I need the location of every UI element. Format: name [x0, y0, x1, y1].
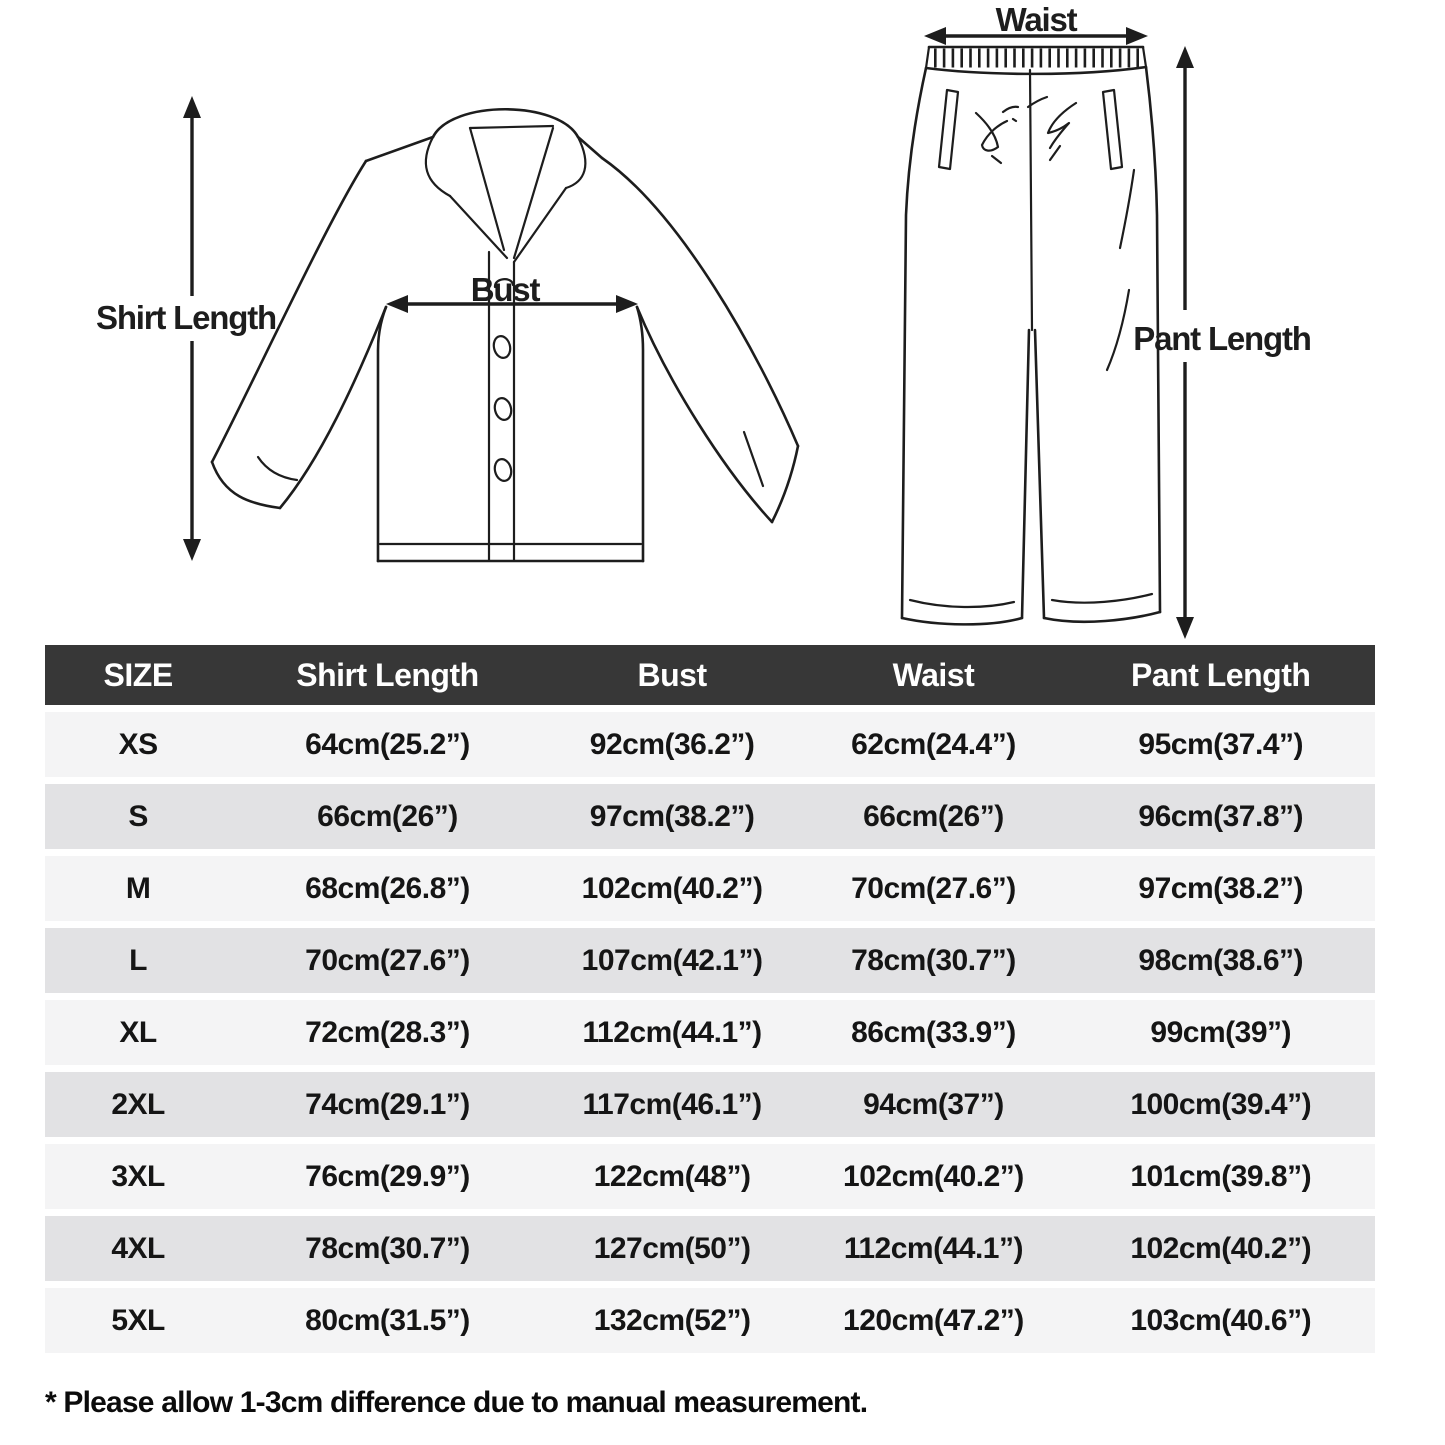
cell-size: S	[45, 784, 231, 849]
pants-center-seam	[1030, 70, 1032, 330]
cell-shirt-length: 76cm(29.9”)	[231, 1144, 544, 1209]
arrow-head-down-icon	[1176, 617, 1194, 639]
cell-bust: 97cm(38.2”)	[544, 784, 801, 849]
shirt-body-right	[637, 307, 643, 561]
table-row	[45, 1072, 1375, 1137]
table-row	[45, 1000, 1375, 1065]
cell-shirt-length: 78cm(30.7”)	[231, 1216, 544, 1281]
shirt-shoulder-left	[366, 137, 433, 161]
shirt-cuff-right	[772, 446, 798, 522]
cell-bust: 122cm(48”)	[544, 1144, 801, 1209]
pants-wrinkle-tail-left	[992, 156, 1001, 163]
header-size: SIZE	[45, 645, 231, 705]
cell-size: XS	[45, 712, 231, 777]
shirt-button-2	[493, 396, 514, 421]
shirt-sleeve-left-inner	[280, 307, 386, 508]
cell-bust: 132cm(52”)	[544, 1288, 801, 1353]
cell-bust: 127cm(50”)	[544, 1216, 801, 1281]
table-row	[45, 1144, 1375, 1209]
cell-bust: 117cm(46.1”)	[544, 1072, 801, 1137]
cell-shirt-length: 66cm(26”)	[231, 784, 544, 849]
cell-bust: 112cm(44.1”)	[544, 1000, 801, 1065]
pants-pocket-right	[1103, 90, 1122, 169]
cell-shirt-length: 74cm(29.1”)	[231, 1072, 544, 1137]
shirt-button-3	[493, 457, 514, 482]
table-row	[45, 928, 1375, 993]
cell-shirt-length: 64cm(25.2”)	[231, 712, 544, 777]
footnote: * Please allow 1-3cm difference due to manual measurement.	[45, 1386, 868, 1419]
cell-waist: 112cm(44.1”)	[800, 1216, 1066, 1281]
arrow-head-down-icon	[183, 539, 201, 561]
shirt-collar-right-hook	[566, 137, 585, 188]
shirt-body-left	[378, 307, 386, 561]
cell-shirt-length: 70cm(27.6”)	[231, 928, 544, 993]
header-shirt-length: Shirt Length	[231, 645, 544, 705]
cell-size: L	[45, 928, 231, 993]
bust-label: Bust	[470, 271, 540, 308]
arrow-head-left-icon	[386, 295, 408, 313]
cell-waist: 62cm(24.4”)	[800, 712, 1066, 777]
cell-size: M	[45, 856, 231, 921]
header-bust: Bust	[544, 645, 801, 705]
shirt-drawing	[212, 109, 798, 561]
table-row	[45, 856, 1375, 921]
cell-size: 3XL	[45, 1144, 231, 1209]
cell-bust: 102cm(40.2”)	[544, 856, 801, 921]
pants-wrinkle-dash	[1003, 107, 1018, 112]
pants-waistband-bottom	[926, 67, 1146, 74]
cell-pant-length: 100cm(39.4”)	[1066, 1072, 1375, 1137]
cell-bust: 92cm(36.2”)	[544, 712, 801, 777]
cell-waist: 102cm(40.2”)	[800, 1144, 1066, 1209]
arrow-head-up-icon	[183, 96, 201, 118]
pants-hem-right	[1044, 612, 1160, 622]
pants-hem-right-inner	[1052, 594, 1152, 603]
cell-waist: 66cm(26”)	[800, 784, 1066, 849]
cell-size: 5XL	[45, 1288, 231, 1353]
pants-wrinkle-tail-right	[1050, 146, 1060, 160]
shirt-button-1	[492, 334, 513, 359]
header-waist: Waist	[800, 645, 1066, 705]
shirt-length-label: Shirt Length	[96, 299, 276, 336]
cell-waist: 94cm(37”)	[800, 1072, 1066, 1137]
shirt-cuff-right-wrinkle	[744, 432, 763, 486]
pants-leg-left-inner	[1022, 330, 1029, 618]
table-row	[45, 784, 1375, 849]
shirt-collar-left-hook	[426, 137, 450, 196]
shirt-cuff-left-wrinkle	[258, 457, 297, 480]
cell-shirt-length: 80cm(31.5”)	[231, 1288, 544, 1353]
pant-length-label: Pant Length	[1133, 320, 1311, 357]
pants-wrinkle-squiggle-left	[976, 113, 1007, 151]
cell-waist: 86cm(33.9”)	[800, 1000, 1066, 1065]
pants-wrinkle-dot	[1013, 119, 1016, 121]
pants-hem-left-inner	[910, 600, 1014, 607]
cell-pant-length: 103cm(40.6”)	[1066, 1288, 1375, 1353]
shirt-collar-top	[433, 109, 578, 137]
pants-wrinkle-squiggle-right	[1048, 103, 1076, 148]
cell-pant-length: 96cm(37.8”)	[1066, 784, 1375, 849]
table-row	[45, 1216, 1375, 1281]
pants-pocket-left	[939, 90, 958, 169]
cell-pant-length: 101cm(39.8”)	[1066, 1144, 1375, 1209]
cell-size: 4XL	[45, 1216, 231, 1281]
cell-pant-length: 99cm(39”)	[1066, 1000, 1375, 1065]
cell-pant-length: 98cm(38.6”)	[1066, 928, 1375, 993]
arrow-head-left-icon	[924, 27, 946, 45]
cell-bust: 107cm(42.1”)	[544, 928, 801, 993]
header-row	[45, 645, 1375, 705]
table-row	[45, 1288, 1375, 1353]
pants-hem-left	[902, 618, 1022, 624]
waist-label: Waist	[995, 1, 1077, 38]
shirt-lapel-outer-right	[514, 188, 566, 262]
shirt-lapel-inner-left	[470, 128, 504, 250]
shirt-collar-inner-top	[470, 126, 553, 128]
cell-pant-length: 102cm(40.2”)	[1066, 1216, 1375, 1281]
cell-waist: 78cm(30.7”)	[800, 928, 1066, 993]
size-table	[45, 638, 1375, 1360]
header-pant-length: Pant Length	[1066, 645, 1375, 705]
shirt-lapel-inner-right	[514, 128, 553, 258]
cell-size: XL	[45, 1000, 231, 1065]
cell-waist: 70cm(27.6”)	[800, 856, 1066, 921]
pants-fold-line-upper	[1120, 170, 1134, 248]
pants-waistband-ends	[926, 47, 1146, 68]
cell-pant-length: 97cm(38.2”)	[1066, 856, 1375, 921]
pants-leg-left-outer	[902, 68, 926, 618]
arrow-head-right-icon	[1126, 27, 1148, 45]
table-row	[45, 712, 1375, 777]
shirt-sleeve-right-inner	[637, 307, 772, 522]
size-table-body	[45, 712, 1375, 1353]
cell-shirt-length: 68cm(26.8”)	[231, 856, 544, 921]
arrow-head-up-icon	[1176, 46, 1194, 68]
pants-leg-right-inner	[1035, 330, 1044, 618]
arrow-head-right-icon	[616, 295, 638, 313]
cell-pant-length: 95cm(37.4”)	[1066, 712, 1375, 777]
cell-waist: 120cm(47.2”)	[800, 1288, 1066, 1353]
cell-shirt-length: 72cm(28.3”)	[231, 1000, 544, 1065]
cell-size: 2XL	[45, 1072, 231, 1137]
size-table-header	[45, 645, 1375, 705]
